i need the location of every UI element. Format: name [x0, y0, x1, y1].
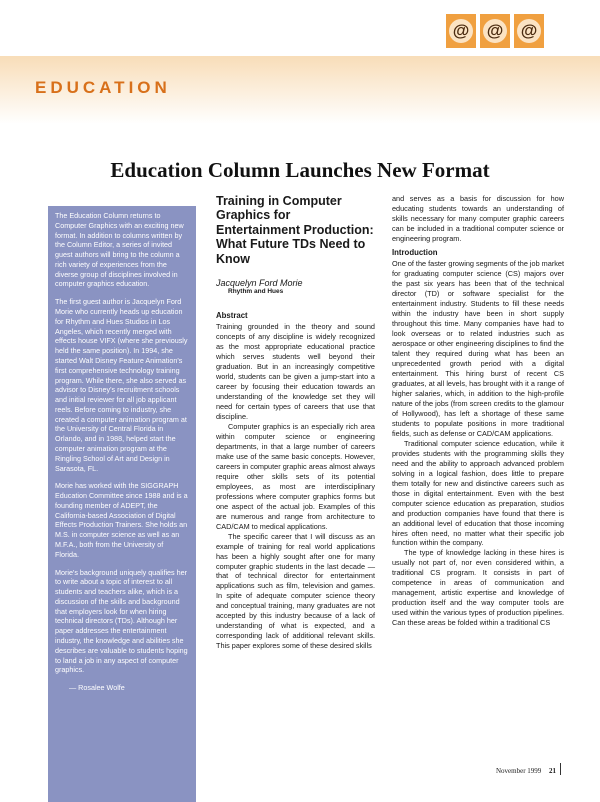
body-paragraph: One of the faster growing segments of the job market for graduating computer science (CS) majors over the past six years has been that of the technical director (TD) or software specialist for the entertainment industry. Students to fill these needs within the industry have been in short supply throughout this time. Many companies have had to look overseas or to related industries such as aerospace or other engineering disciplines to find the talent they required during what has been an unprecedented growth period with a digital entertainment. This hiring burst of recent CS graduates, at all levels, has brought with it a range of higher salaries, which, in addition to the high-profile nature of the jobs (from screen credits to the glamour of Hollywood), has left a shortage of these same students to populate positions in more traditional fields, such as defense or CAD/CAM applications.: [392, 258, 564, 438]
body-paragraph: and serves as a basis for discussion for how educating students towards an understanding of skills necessary for many computer graphic careers can be included in a traditional computer science or engineering program.: [392, 194, 564, 243]
body-paragraph: The specific career that I will discuss as an example of training for real world applications has been a highly sought after one for many computer graphic students in the last decade — that of technical director for entertainment applications such as film, television and games. In spite of adequate computer science theory and conceptual training, many graduates are not accepted by this industry because of a lack of understanding of what is expected, and a corresponding lack of additional relevant skills. This paper explores some of these desired skills: [216, 531, 375, 651]
editor-sidebar: [48, 206, 196, 802]
page-title: Education Column Launches New Format: [110, 158, 490, 182]
sidebar-signature: — Rosalee Wolfe: [69, 683, 125, 693]
article-column-2: [392, 194, 564, 628]
sidebar-paragraph: Morie has worked with the SIGGRAPH Education Committee since 1988 and is a founding member of ADEPT, the California-based Association of Digital Effects Production Trainers. She holds an M.S. in computer science as well as an M.F.A., both from the University of Florida.: [55, 481, 188, 559]
at-sign-icon: @: [446, 14, 476, 48]
issue-date: November 1999: [496, 767, 542, 775]
footer-divider: [560, 763, 561, 775]
introduction-heading: Introduction: [392, 247, 438, 257]
body-paragraph: The type of knowledge lacking in these hires is usually not part of, nor even considered within, a traditional CS program. It consists in part of competence in areas of communication and management, artistic expertise and knowledge of production itself and the way computer tools are used within the various types of production pipelines. Can these areas be folded within a traditional CS: [392, 548, 564, 628]
article-title: Training in Computer Graphics for Entertainment Production: What Future TDs Need to Know: [216, 194, 374, 266]
page-number: 21: [549, 767, 557, 775]
sidebar-paragraph: The Education Column returns to Computer Graphics with an exciting new format. In addition to columns written by the Column Editor, a series of invited guest authors will bring to the column a rich variety of experiences from the diverse group of disciplines involved in computer graphics education.: [55, 211, 184, 289]
page-footer: [496, 767, 556, 775]
sidebar-paragraph: The first guest author is Jacquelyn Ford Morie who currently heads up education for Rhythm and Hues Studios in Los Angeles, which recently merged with effects house VIFX (where she previously held the same position). In 1994, she started Walt Disney Feature Animation's first comprehensive technology training program. While there, she also served as advisor to Disney's recruitment schools and initial reviewer for all job applicant reels. Before coming to industry, she created a computer animation program at the University of Central Florida in Orlando, and in 1988, helped start the computer animation program at the Ringling School of Art and Design in Sarasota, FL.: [55, 297, 188, 473]
body-paragraph: Traditional computer science education, while it provides students with the programming skills they need and the ability to approach advanced problem solving in a logical fashion, does little to prepare them totally for new and distinctive careers such as those in digital entertainment. Even with the best computer science education as preparation, studios and production companies have found that there is an additional level of education that those incoming hires often need, no matter what their specific job function within the company.: [392, 438, 564, 548]
header-icons: [446, 14, 544, 48]
article-author: Jacquelyn Ford Morie: [216, 277, 303, 288]
abstract-heading: Abstract: [216, 310, 248, 320]
body-paragraph: Training grounded in the theory and sound concepts of any discipline is widely recognized as the most appropriate educational practice which serves students well beyond their graduation. But in an increasingly competitive world, students can be given a jump-start into a career by focusing their education towards an understanding of the knowledge set they will need for certain types of careers that use that discipline.: [216, 321, 375, 421]
section-label: EDUCATION: [35, 78, 171, 97]
body-paragraph: Computer graphics is an especially rich area within computer science or engineering departments, in that a large number of careers make use of the same basic concepts. However, careers in computer graphic areas almost always require other skills sets of its potential employees, as most are interdisciplinary professions where computer graphics forms but one aspect of the actual job. Examples of this are numerous and range from architecture to CAD/CAM to medical applications.: [216, 421, 375, 531]
at-sign-icon: @: [514, 14, 544, 48]
article-affiliation: Rhythm and Hues: [228, 287, 284, 295]
article-column-1: [216, 194, 375, 651]
at-sign-icon: @: [480, 14, 510, 48]
sidebar-paragraph: Morie's background uniquely qualifies her to write about a topic of interest to all students and teachers alike, which is a discussion of the skills and background that employers look for when hiring technical directors (TDs). Although her paper addresses the entertainment industry, the knowledge and abilities she describes are valuable to students hoping to land a job in any aspect of computer graphics.: [55, 567, 188, 675]
